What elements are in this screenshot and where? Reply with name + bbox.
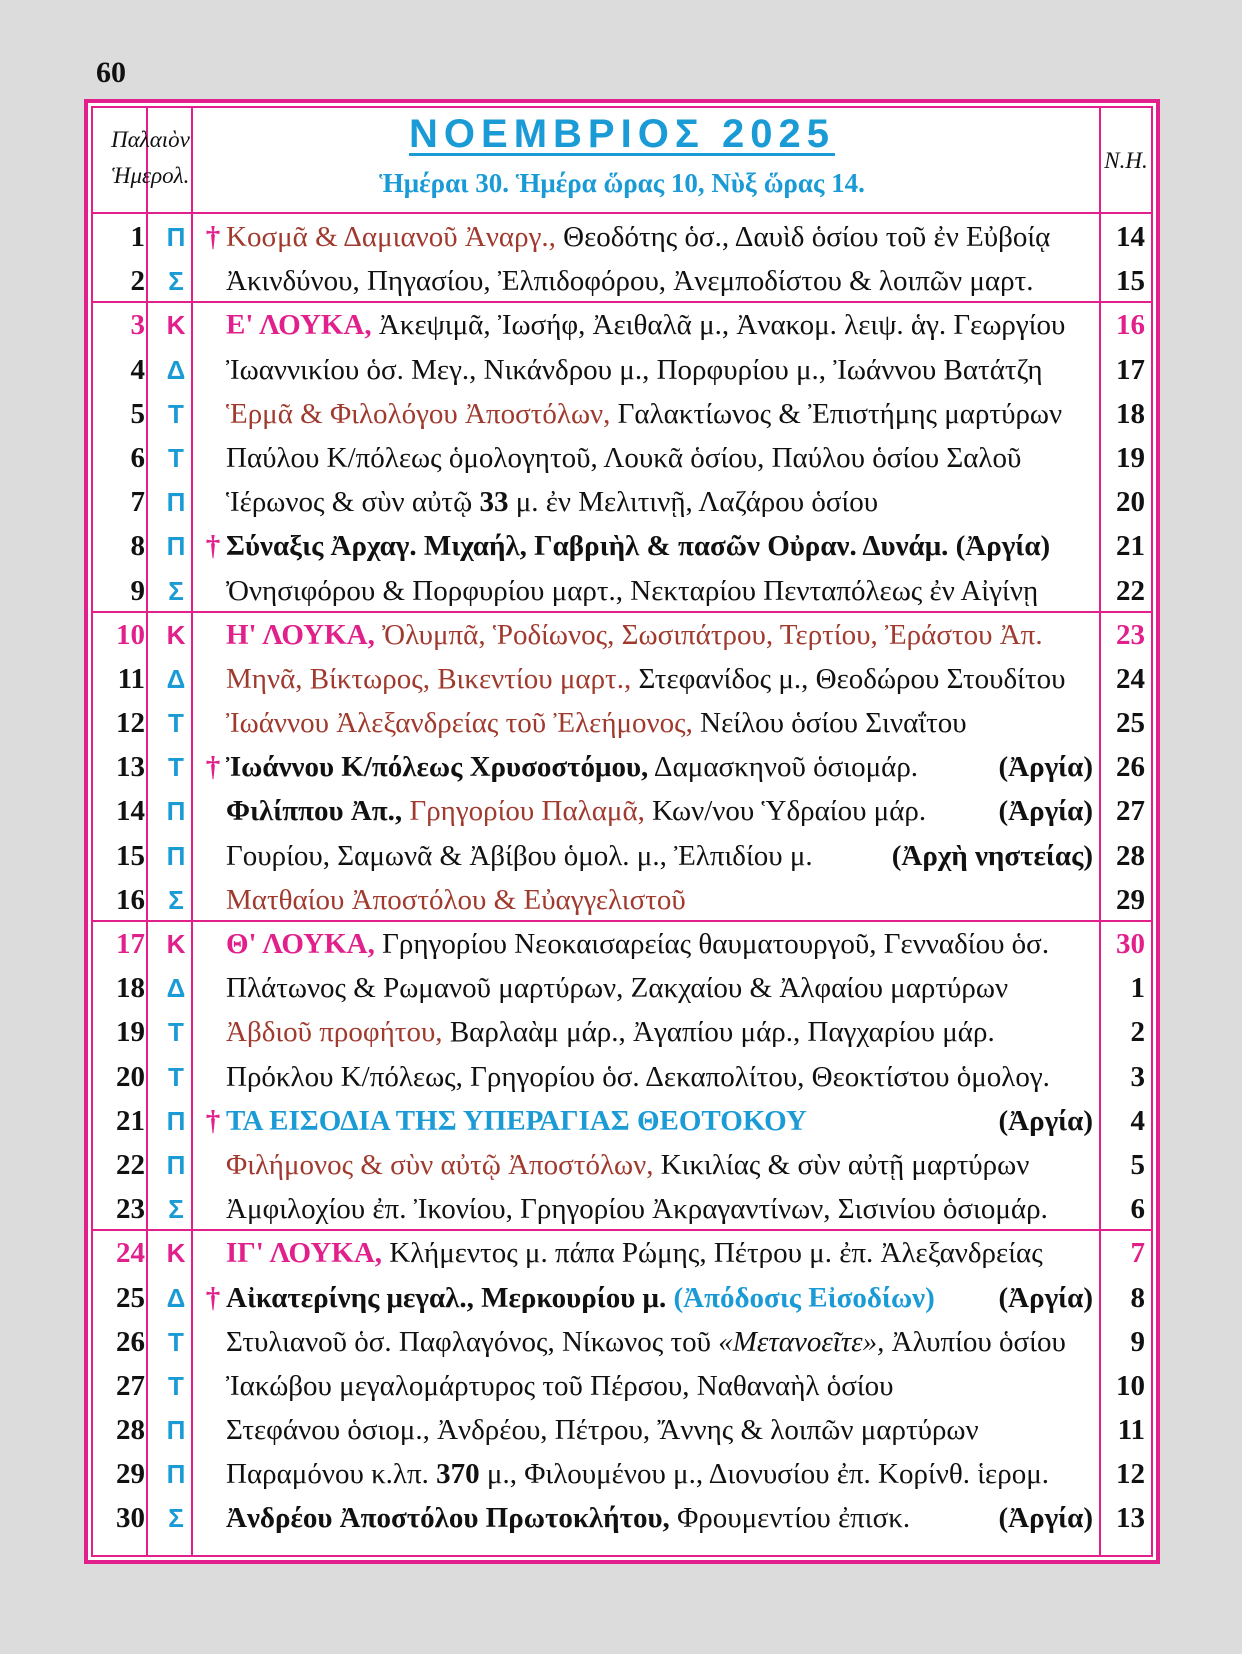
saints-segment: Ἀκινδύνου, Πηγασίου, Ἐλπιδοφόρου, Ἀνεμποδίστου & λοιπῶν μαρτ. [226,265,1034,298]
saints-segment: Στυλιανοῦ ὁσ. Παφλαγόνος, Νίκωνος τοῦ [226,1325,719,1358]
weekday-letter: Δ [166,1282,186,1313]
day-row [93,1364,1151,1408]
holiday-label: (Ἀργία) [998,751,1093,784]
day-number: 10 [116,618,145,651]
saints-segment: Παραμόνου κ.λπ. [226,1458,437,1491]
new-calendar-day: 14 [1116,221,1145,253]
saints-segment: Στεφανίδος μ., Θεοδώρου Στουδίτου [631,662,1066,695]
weekday-letter: Π [166,1105,186,1136]
new-calendar-day: 29 [1116,883,1145,916]
saints-segment: Κλήμεντος μ. πάπα Ρώμης, Πέτρου μ. ἐπ. Ἀλεξανδρείας [382,1237,1043,1270]
new-calendar-day: 3 [1130,1060,1145,1093]
day-row [93,657,1151,701]
day-row [93,1231,1151,1275]
saints-segment: ΤΑ ΕΙΣΟΔΙΑ ΤΗΣ ΥΠΕΡΑΓΙΑΣ ΘΕΟΤΟΚΟΥ [226,1104,807,1137]
saints-segment: Κων/νου Ὑδραίου μάρ. [644,795,927,828]
weekday-letter: Κ [166,1238,186,1269]
saints-segment: Ἀβδιοῦ προφήτου, [226,1016,443,1049]
new-calendar-day: 28 [1116,839,1145,872]
day-row [93,1496,1151,1540]
weekday-letter: Π [166,796,186,827]
day-number: 8 [130,530,145,563]
saints-segment: Ἑρμᾶ & Φιλολόγου Ἀποστόλων, [226,397,611,430]
saints-text [226,259,1095,303]
day-row [93,215,1151,259]
new-calendar-day: 23 [1116,618,1145,651]
weekday-letter: Σ [168,1194,184,1225]
saints-text [226,1099,1095,1143]
day-row [93,922,1151,966]
saints-text [226,1231,1095,1275]
day-row [93,966,1151,1010]
saints-segment: Πρόκλου Κ/πόλεως, Γρηγορίου ὁσ. Δεκαπολίτου, Θεοκτίστου ὁμολογ. [226,1060,1050,1093]
day-row [93,1187,1151,1231]
feast-cross-icon: † [205,530,221,563]
weekday-letter: Κ [166,929,186,959]
week-divider [93,611,1151,613]
new-calendar-day: 9 [1130,1325,1145,1358]
new-calendar-day: 5 [1130,1148,1145,1181]
day-number: 21 [116,1104,145,1137]
weekday-letter: Σ [168,884,184,915]
day-number: 23 [116,1193,145,1226]
day-number: 6 [130,441,145,474]
calendar-table [91,106,1153,1557]
holiday-label: (Ἀργία) [998,795,1093,828]
month-subtitle: Ἡμέραι 30. Ἡμέρα ὥρας 10, Νὺξ ὥρας 14. [379,168,865,198]
saints-text [226,922,1095,966]
new-calendar-day: 17 [1116,353,1145,386]
saints-text [226,1320,1095,1364]
new-calendar-day: 22 [1116,574,1145,607]
day-number: 25 [116,1281,145,1314]
day-row [93,569,1151,613]
saints-segment: Η' ΛΟΥΚΑ, [226,618,375,651]
weekday-letter: Π [166,1149,186,1180]
day-rows [93,215,1151,1541]
day-row [93,745,1151,789]
week-divider [93,301,1151,303]
day-row [93,1408,1151,1452]
saints-text [226,1496,1095,1540]
saints-segment: Φιλίππου Ἀπ., [226,795,403,828]
saints-segment: Μηνᾶ, Βίκτωρος, Βικεντίου μαρτ., [226,662,632,695]
day-number: 20 [116,1060,145,1093]
new-calendar-day: 25 [1116,707,1145,740]
day-row [93,1099,1151,1143]
new-calendar-day: 11 [1117,1414,1145,1447]
weekday-letter: Δ [166,354,186,385]
new-calendar-day: 26 [1116,751,1145,784]
new-calendar-day: 13 [1116,1502,1145,1535]
new-calendar-day: 27 [1116,795,1145,828]
saints-segment: Ἰωαννικίου ὁσ. Μεγ., Νικάνδρου μ., Πορφυρίου μ., Ἰωάννου Βατάτζη [226,353,1043,386]
day-row [93,303,1151,347]
day-row [93,1055,1151,1099]
week-divider [93,1229,1151,1231]
saints-text [226,392,1095,436]
saints-segment: Ἰωάννου Κ/πόλεως Χρυσοστόμου, [226,751,649,784]
saints-text [226,1187,1095,1231]
day-number: 2 [130,265,145,298]
saints-segment: Κικιλίας & σὺν αὐτῇ μαρτύρων [653,1148,1030,1181]
saints-segment: Παύλου Κ/πόλεως ὁμολογητοῦ, Λουκᾶ ὁσίου, Παύλου ὁσίου Σαλοῦ [226,441,1022,474]
saints-segment: Στεφάνου ὁσιομ., Ἀνδρέου, Πέτρου, Ἄννης & λοιπῶν μαρτύρων [226,1414,979,1447]
weekday-letter: Σ [168,1503,184,1534]
month-title: ΝΟΕΜΒΡΙΟΣ 2025 [409,112,835,156]
saints-segment: «Μετανοεῖτε», [718,1325,885,1358]
day-row [93,613,1151,657]
weekday-letter: Σ [168,575,184,606]
old-calendar-label: Παλαιὸν Ἡμερολ. [111,127,190,188]
saints-text [226,657,1095,701]
weekday-letter: Π [166,840,186,871]
saints-text [226,1364,1095,1408]
weekday-letter: Τ [168,1370,184,1401]
day-number: 14 [116,795,145,828]
weekday-letter: Π [166,222,186,252]
holiday-label: (Ἀργία) [998,1281,1093,1314]
new-calendar-day: 12 [1116,1458,1145,1491]
saints-text [226,1276,1095,1320]
saints-segment: Ἀλυπίου ὁσίου [884,1325,1066,1358]
day-row [93,524,1151,568]
saints-segment: 33 [479,486,509,519]
day-row [93,834,1151,878]
day-number: 17 [116,928,145,960]
day-number: 9 [130,574,145,607]
day-number: 26 [116,1325,145,1358]
day-row [93,392,1151,436]
saints-segment: Ἱέρωνος & σὺν αὐτῷ [226,486,480,519]
day-number: 28 [116,1414,145,1447]
feast-cross-icon: † [205,221,221,253]
day-row [93,480,1151,524]
saints-text [226,745,1095,789]
day-number: 19 [116,1016,145,1049]
new-calendar-day: 7 [1130,1237,1145,1270]
saints-text [226,789,1095,833]
weekday-letter: Σ [168,266,184,297]
saints-segment: Ε' ΛΟΥΚΑ, [226,309,372,342]
day-row [93,1276,1151,1320]
feast-cross-icon: † [205,751,221,784]
day-row [93,701,1151,745]
saints-segment: Γαλακτίωνος & Ἐπιστήμης μαρτύρων [610,397,1063,430]
day-number: 3 [130,309,145,342]
saints-segment: 370 [436,1458,480,1491]
saints-segment: Φρουμεντίου ἐπισκ. [669,1502,911,1535]
saints-text [226,966,1095,1010]
saints-segment: (Ἀπόδοσις Εἰσοδίων) [666,1281,935,1314]
week-divider [93,920,1151,922]
saints-segment: Δαμασκηνοῦ ὁσιομάρ. [648,751,919,784]
saints-segment: Γρηγορίου Νεοκαισαρείας θαυματουργοῦ, Γενναδίου ὁσ. [374,928,1050,960]
saints-segment: Φιλήμονος & σὺν αὐτῷ Ἀποστόλων, [226,1148,654,1181]
day-number: 16 [116,883,145,916]
saints-text [226,303,1095,347]
header-divider [93,212,1151,214]
weekday-letter: Τ [168,1326,184,1357]
saints-text [226,878,1095,922]
new-calendar-day: 30 [1116,928,1145,960]
day-number: 15 [116,839,145,872]
weekday-letter: Κ [166,310,186,341]
day-number: 24 [116,1237,145,1270]
day-number: 7 [130,486,145,519]
weekday-letter: Π [166,531,186,562]
saints-text [226,436,1095,480]
saints-segment: Ὀνησιφόρου & Πορφυρίου μαρτ., Νεκταρίου Πενταπόλεως ἐν Αἰγίνῃ [226,574,1039,607]
weekday-letter: Τ [168,752,184,783]
saints-segment: Ματθαίου Ἀποστόλου & Εὐαγγελιστοῦ [226,883,686,916]
weekday-letter: Π [166,487,186,518]
new-calendar-label: Ν.Η. [1104,148,1148,173]
saints-text [226,1143,1095,1187]
saints-text [226,524,1095,568]
saints-segment: ΙΓ' ΛΟΥΚΑ, [226,1237,383,1270]
day-number: 22 [116,1148,145,1181]
saints-text [226,1452,1095,1496]
day-number: 30 [116,1502,145,1535]
new-calendar-day: 10 [1116,1369,1145,1402]
day-number: 11 [117,662,145,695]
saints-segment: Ἰωάννου Ἀλεξανδρείας τοῦ Ἐλεήμονος, [226,707,693,740]
weekday-letter: Τ [168,1061,184,1092]
day-number: 1 [130,221,145,253]
new-calendar-day: 20 [1116,486,1145,519]
saints-segment: Σύναξις Ἀρχαγ. Μιχαήλ, Γαβριὴλ & πασῶν Οὐραν. Δυνάμ. (Ἀργία) [226,530,1051,563]
day-number: 4 [130,353,145,386]
saints-segment: Ἀμφιλοχίου ἐπ. Ἰκονίου, Γρηγορίου Ἀκραγαντίνων, Σισινίου ὁσιομάρ. [226,1193,1048,1226]
new-calendar-day: 1 [1130,972,1145,1005]
saints-segment: Πλάτωνος & Ρωμανοῦ μαρτύρων, Ζακχαίου & Ἀλφαίου μαρτύρων [226,972,1009,1005]
saints-segment: Κοσμᾶ & Δαμιανοῦ Ἀναργ., [226,221,556,253]
day-number: 18 [116,972,145,1005]
saints-segment: Ὀλυμπᾶ, Ῥοδίωνος, Σωσιπάτρου, Τερτίου, Ἐράστου Ἀπ. [374,618,1043,651]
saints-segment: Θ' ΛΟΥΚΑ, [226,928,375,960]
day-row [93,789,1151,833]
new-calendar-day: 19 [1116,441,1145,474]
weekday-letter: Δ [166,663,186,694]
new-calendar-day: 18 [1116,397,1145,430]
day-row [93,436,1151,480]
day-row [93,1320,1151,1364]
saints-text [226,1010,1095,1054]
saints-text [226,613,1095,657]
holiday-label: (Ἀργία) [998,1104,1093,1137]
day-row [93,1143,1151,1187]
saints-segment: μ. ἐν Μελιτινῇ, Λαζάρου ὁσίου [508,486,879,519]
new-calendar-day: 8 [1130,1281,1145,1314]
new-calendar-day: 2 [1130,1016,1145,1049]
new-calendar-day: 4 [1130,1104,1145,1137]
weekday-letter: Τ [168,708,184,739]
holiday-label: (Ἀργία) [998,1502,1093,1535]
day-row [93,348,1151,392]
saints-segment: Ἀνδρέου Ἀποστόλου Πρωτοκλήτου, [226,1502,670,1535]
saints-segment: μ., Φιλουμένου μ., Διονυσίου ἐπ. Κορίνθ. ἱερομ. [479,1458,1050,1491]
day-row [93,1452,1151,1496]
saints-text [226,569,1095,613]
weekday-letter: Τ [168,398,184,429]
day-row [93,1010,1151,1054]
new-calendar-day: 21 [1116,530,1145,563]
saints-segment: Αἰκατερίνης μεγαλ., Μερκουρίου μ. [226,1281,667,1314]
saints-segment: Γρηγορίου Παλαμᾶ, [402,795,645,828]
new-calendar-day: 6 [1130,1193,1145,1226]
new-calendar-day: 16 [1116,309,1145,342]
weekday-letter: Τ [168,1017,184,1048]
saints-segment: Ἀκεψιμᾶ, Ἰωσήφ, Ἀειθαλᾶ μ., Ἀνακομ. λειψ. ἁγ. Γεωργίου [371,309,1066,342]
feast-cross-icon: † [205,1281,221,1314]
day-number: 29 [116,1458,145,1491]
saints-text [226,1408,1095,1452]
saints-text [226,480,1095,524]
saints-segment: Νείλου ὁσίου Σιναΐτου [692,707,967,740]
calendar-frame [84,99,1160,1564]
day-number: 12 [116,707,145,740]
saints-segment: Βαρλαὰμ μάρ., Ἀγαπίου μάρ., Παγχαρίου μάρ. [442,1016,995,1049]
saints-text [226,1055,1095,1099]
saints-text [226,701,1095,745]
day-row [93,878,1151,922]
holiday-label: (Ἀρχὴ νηστείας) [891,839,1093,872]
page-number: 60 [96,56,126,89]
day-row [93,259,1151,303]
weekday-letter: Π [166,1459,186,1490]
saints-text [226,348,1095,392]
weekday-letter: Π [166,1415,186,1446]
new-calendar-day: 24 [1116,662,1145,695]
day-number: 27 [116,1369,145,1402]
weekday-letter: Δ [166,973,186,1004]
saints-segment: Θεοδότης ὁσ., Δαυὶδ ὁσίου τοῦ ἐν Εὐβοίᾳ [555,221,1051,253]
weekday-letter: Τ [168,442,184,473]
feast-cross-icon: † [205,1104,221,1137]
new-calendar-day: 15 [1116,265,1145,298]
saints-text [226,215,1095,259]
saints-segment: Ἰακώβου μεγαλομάρτυρος τοῦ Πέρσου, Ναθαναὴλ ὁσίου [226,1369,894,1402]
saints-segment: Γουρίου, Σαμωνᾶ & Ἀβίβου ὁμολ. μ., Ἐλπιδίου μ. [226,839,813,872]
day-number: 13 [116,751,145,784]
day-number: 5 [130,397,145,430]
weekday-letter: Κ [166,619,186,650]
